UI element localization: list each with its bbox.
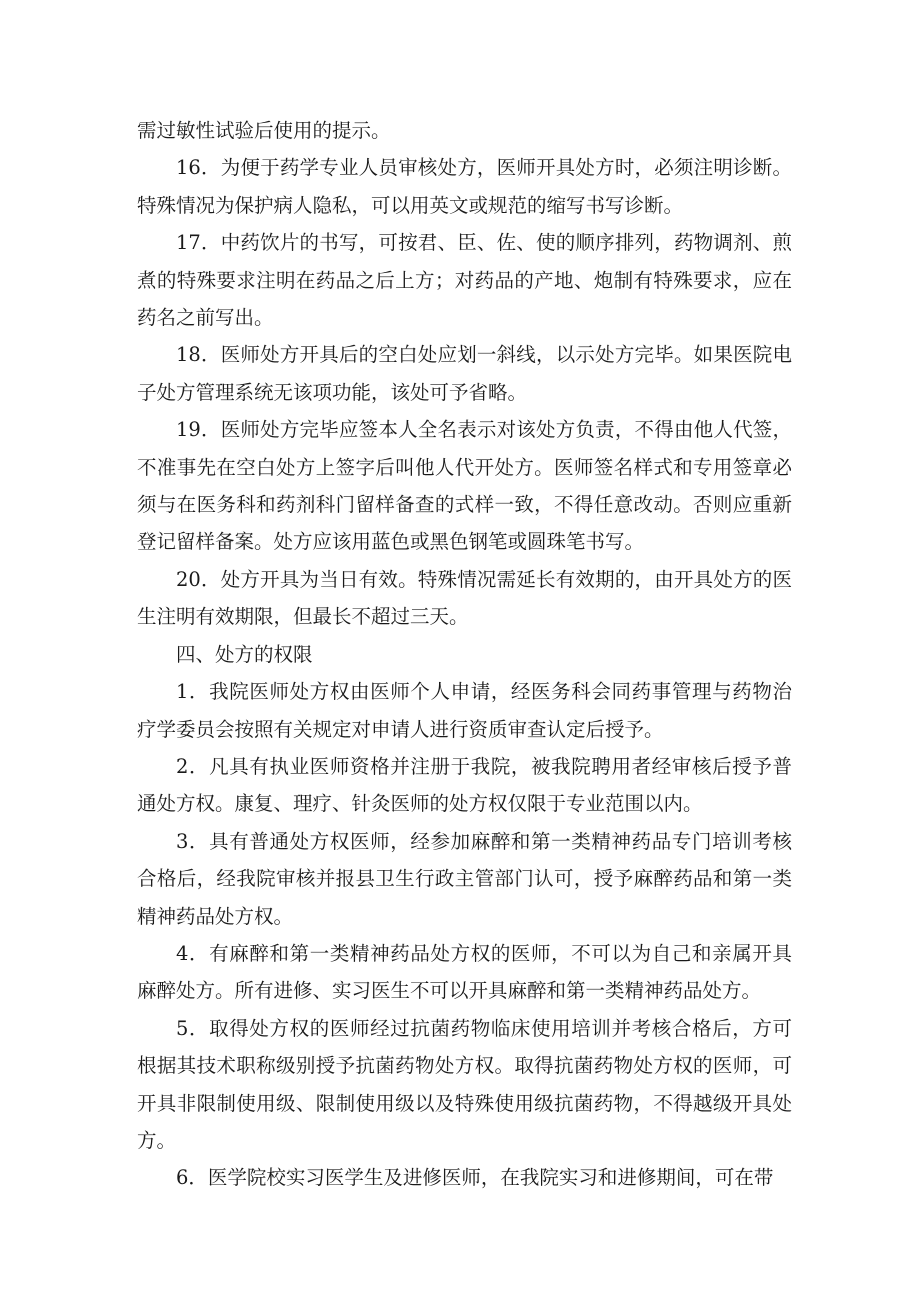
paragraph-item-19: 19．医师处方完毕应签本人全名表示对该处方负责，不得由他人代签，不准事先在空白处方上签字后叫他人代开处方。医师签名样式和专用签章必须与在医务科和药剂科门留样备查的式样一致，不得任意改动。否则应重新登记留样备案。处方应该用蓝色或黑色钢笔或圆珠笔书写。 (137, 418, 792, 554)
paragraph-authority-1: 1．我院医师处方权由医师个人申请，经医务科会同药事管理与药物治疗学委员会按照有关规定对申请人进行资质审查认定后授予。 (137, 680, 792, 741)
section-heading-prescription-authority: 四、处方的权限 (176, 642, 313, 666)
paragraph-item-18: 18．医师处方开具后的空白处应划一斜线，以示处方完毕。如果医院电子处方管理系统无该项功能，该处可予省略。 (137, 343, 792, 404)
paragraph-continuation: 需过敏性试验后使用的提示。 (137, 119, 391, 142)
paragraph-item-16: 16．为便于药学专业人员审核处方，医师开具处方时，必须注明诊断。特殊情况为保护病人隐私，可以用英文或规范的缩写书写诊断。 (137, 156, 792, 217)
paragraph-authority-5: 5．取得处方权的医师经过抗菌药物临床使用培训并考核合格后，方可根据其技术职称级别授予抗菌药物处方权。取得抗菌药物处方权的医师，可开具非限制使用级、限制使用级以及特殊使用级抗菌药物，不得越级开具处方。 (137, 1016, 792, 1152)
paragraph-item-17: 17．中药饮片的书写，可按君、臣、佐、使的顺序排列，药物调剂、煎煮的特殊要求注明在药品之后上方；对药品的产地、炮制有特殊要求，应在药名之前写出。 (137, 231, 792, 330)
document-body (137, 112, 792, 1197)
paragraph-authority-6: 6．医学院校实习医学生及进修医师，在我院实习和进修期间，可在带 (176, 1166, 774, 1190)
paragraph-authority-3: 3．具有普通处方权医师，经参加麻醉和第一类精神药品专门培训考核合格后，经我院审核并报县卫生行政主管部门认可，授予麻醉药品和第一类精神药品处方权。 (137, 829, 792, 928)
paragraph-authority-4: 4．有麻醉和第一类精神药品处方权的医师，不可以为自己和亲属开具麻醉处方。所有进修、实习医生不可以开具麻醉和第一类精神药品处方。 (137, 941, 792, 1003)
paragraph-authority-2: 2．凡具有执业医师资格并注册于我院，被我院聘用者经审核后授予普通处方权。康复、理疗、针灸医师的处方权仅限于专业范围以内。 (137, 754, 792, 816)
paragraph-item-20: 20．处方开具为当日有效。特殊情况需延长有效期的，由开具处方的医生注明有效期限，但最长不超过三天。 (137, 567, 792, 629)
